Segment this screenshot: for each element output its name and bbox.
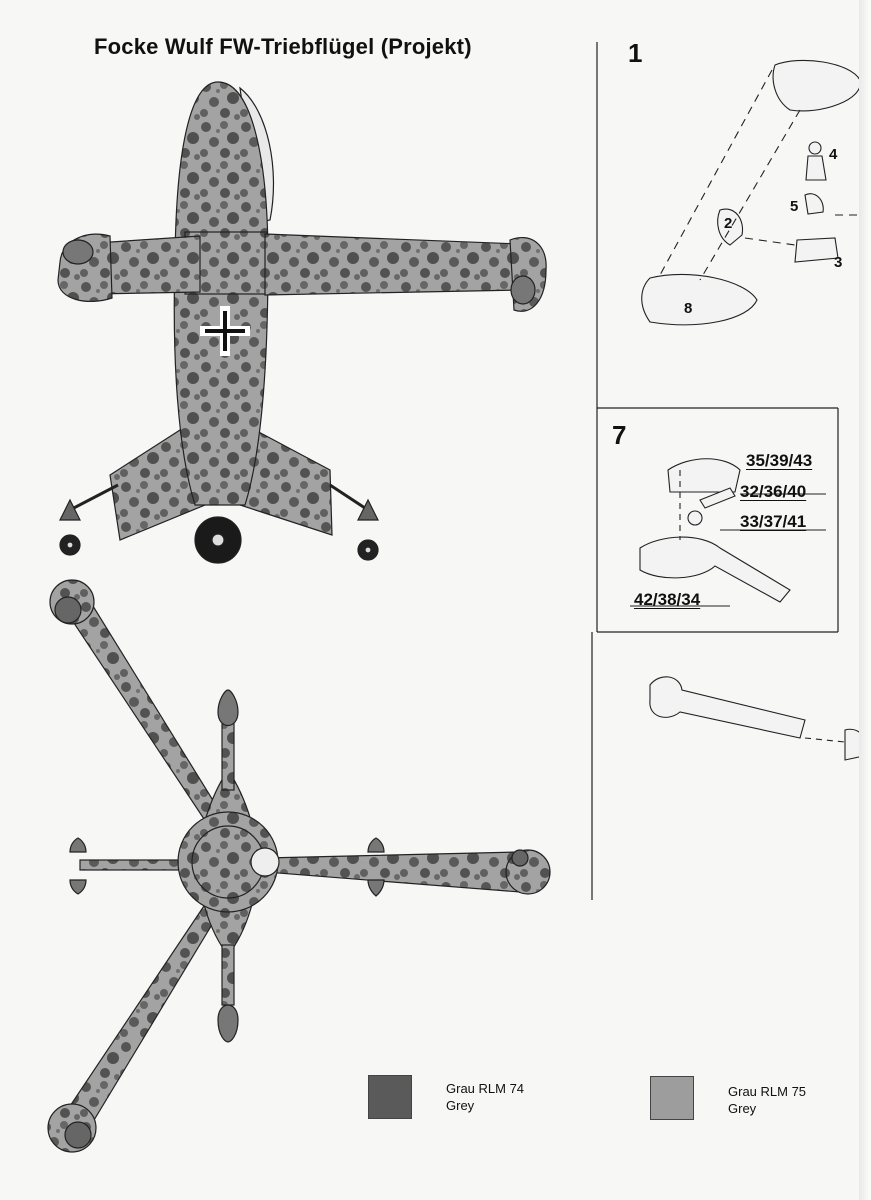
color-swatch-rlm74 — [368, 1075, 412, 1119]
part-number-4: 4 — [829, 146, 838, 163]
legend-rlm74-name: Grau RLM 74 — [446, 1081, 525, 1096]
legend-rlm74 — [446, 1080, 524, 1114]
step7-diagram — [630, 459, 826, 606]
legend-rlm74-grey: Grey — [446, 1098, 475, 1113]
part-label-33-37-41: 33/37/41 — [740, 512, 807, 531]
legend-rlm75 — [728, 1083, 806, 1117]
legend-rlm75-name: Grau RLM 75 — [728, 1084, 807, 1099]
color-swatch-rlm75 — [650, 1076, 694, 1120]
page-edge — [859, 0, 871, 1200]
page-title: Focke Wulf FW-Triebflügel (Projekt) — [94, 34, 472, 59]
step-number-1: 1 — [628, 38, 643, 68]
legend-rlm75-grey: Grey — [728, 1101, 757, 1116]
blade-diagram — [650, 677, 868, 760]
part-label-32-36-40: 32/36/40 — [740, 482, 807, 501]
part-label-35-39-43: 35/39/43 — [746, 451, 813, 470]
top-view-aircraft — [58, 82, 546, 563]
step1-diagram — [642, 60, 861, 324]
part-number-5: 5 — [790, 198, 799, 215]
part-number-2: 2 — [724, 215, 733, 232]
step-number-7: 7 — [612, 420, 627, 450]
part-number-8: 8 — [684, 300, 693, 317]
part-label-42-38-34: 42/38/34 — [634, 590, 701, 609]
front-view-aircraft — [48, 580, 550, 1152]
part-number-3: 3 — [834, 254, 843, 271]
